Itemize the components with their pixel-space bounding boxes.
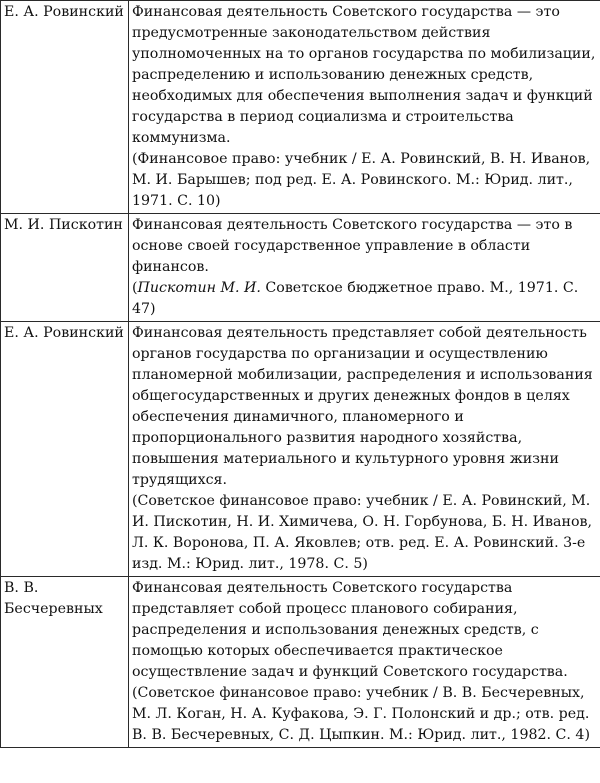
definition-cell [129, 214, 600, 322]
source-rest: Советское бюджетное право. М., 1971. С. 47) [132, 280, 579, 317]
author-cell: Е. А. Ровинский [1, 1, 129, 214]
source-citation: (Советское финансовое право: учебник / Е. А. Ровинский, М. И. Пискотин, Н. И. Химичева, О. Н. Горбунова, Б. Н. Иванов, Л. К. Воронова, П. А. Яковлев; отв. ред. Е. А. Ровинский. 3-е изд. М.: Юрид. лит., 1978. С. 5) [132, 493, 592, 572]
definition-text: Финансовая деятельность Советского государства представляет собой процесс планового собирания, распределения и использования денежных средств, с помощью которых обеспечивается практическое осуществление задач и функций Советского государства. [132, 580, 568, 680]
table-row [1, 322, 600, 577]
definition-text: Финансовая деятельность Советского государства — это предусмотренные законодательством действия уполномоченных на то органов государства по мобилизации, распределению и использованию денежных средств, необходимых для обеспечения выполнения задач и функций государства в период социализма и строительства коммунизма. [132, 4, 596, 146]
source-citation: (Финансовое право: учебник / Е. А. Ровинский, В. Н. Иванов, М. И. Барышев; под ред. Е. А. Ровинского. М.: Юрид. лит., 1971. С. 10) [132, 151, 591, 209]
definition-cell [129, 577, 600, 748]
source-citation [132, 278, 597, 320]
definition-text: Финансовая деятельность Советского государства — это в основе своей государственное управление в области финансов. [132, 217, 573, 275]
definition-cell [129, 322, 600, 577]
definition-text: Финансовая деятельность представляет собой деятельность органов государства по организации и осуществлению планомерной мобилизации, распределения и использования общегосударственных и других денежных фондов в целях обеспечения динамичного, планомерного и пропорционального развития народного хозяйства, повышения материального и культурного уровня жизни трудящихся. [132, 325, 593, 488]
table-row [1, 1, 600, 214]
author-cell: М. И. Пискотин [1, 214, 129, 322]
table-row [1, 577, 600, 748]
definition-cell [129, 1, 600, 214]
author-cell: В. В. Бесчеревных [1, 577, 129, 748]
table-row [1, 214, 600, 322]
author-cell: Е. А. Ровинский [1, 322, 129, 577]
source-citation: (Советское финансовое право: учебник / В. В. Бесчеревных, М. Л. Коган, Н. А. Куфакова, Э. Г. Полонский и др.; отв. ред. В. В. Бесчеревных, С. Д. Цыпкин. М.: Юрид. лит., 1982. С. 4) [132, 685, 590, 743]
source-open: ( [132, 280, 138, 296]
source-author-italic: Пискотин М. И. [137, 280, 261, 296]
